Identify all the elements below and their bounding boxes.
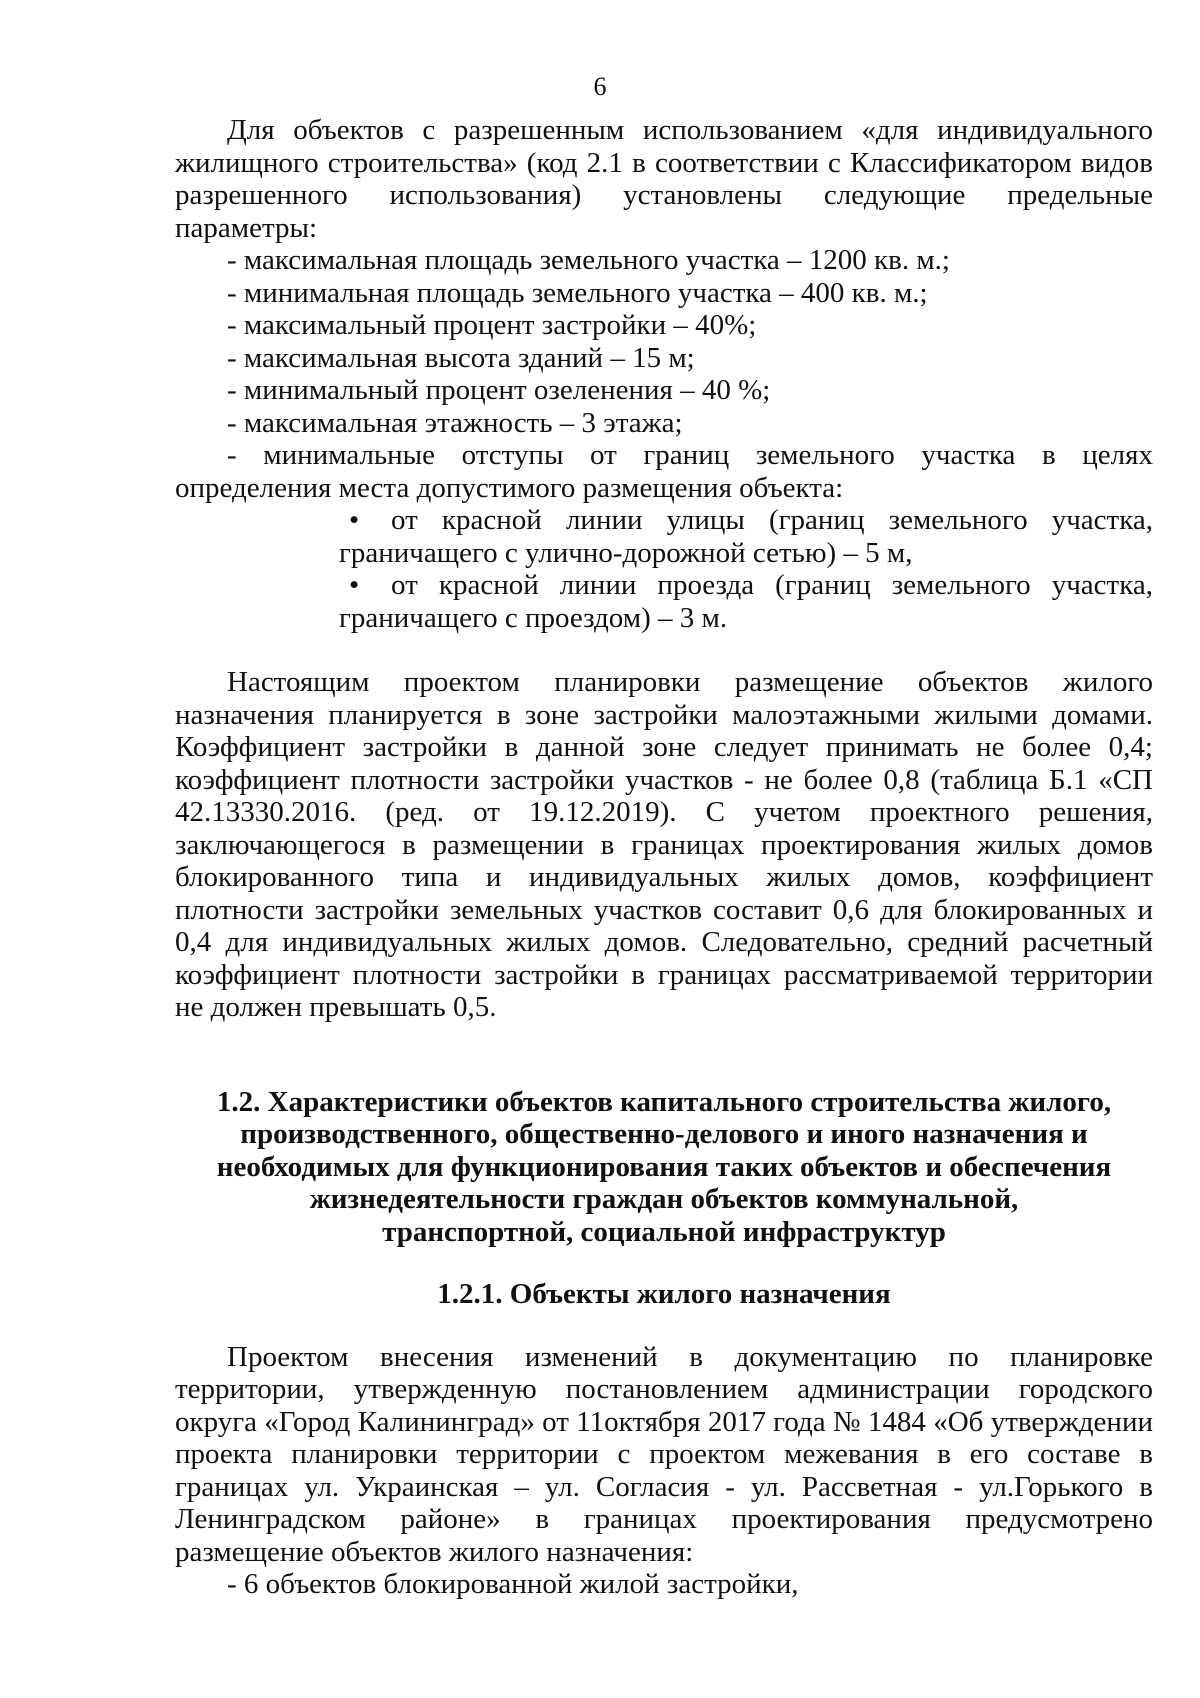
intro-paragraph: Для объектов с разрешенным использованием «для индивидуального жилищного строительства» (код 2.1 в соответствии с Классификатором видов разрешенного использования) установлены следующие предельные параметры:: [175, 114, 1153, 244]
spacer: [175, 634, 1153, 666]
setback-text: от красной линии улицы (границ земельного участка, граничащего с улично-дорожной сетью) – 5 м,: [339, 504, 1153, 569]
parameter-item: - максимальный процент застройки – 40%;: [227, 309, 757, 341]
page-number: 6: [593, 72, 607, 101]
subsection-heading: 1.2.1. Объекты жилого назначения: [437, 1278, 891, 1310]
parameter-item: - максимальная площадь земельного участка – 1200 кв. м.;: [227, 244, 950, 276]
parameter-item: - минимальная площадь земельного участка – 400 кв. м.;: [227, 276, 928, 309]
parameter-item: - максимальная этажность – 3 этажа;: [227, 406, 683, 439]
setback-text: от красной линии проезда (границ земельного участка, граничащего с проездом) – 3 м.: [339, 569, 1153, 634]
parameter-item: - минимальные отступы от границ земельного участка в целях определения места допустимого размещения объекта:: [175, 439, 1153, 504]
setback-item: [339, 569, 1153, 634]
section-heading: 1.2. Характеристики объектов капитального строительства жилого, производственного, общественно-делового и иного назначения и необходимых для функционирования таких объектов и обеспечения жизнедеятельности граждан объектов коммунальной, транспортной, социальной инфраструктур: [216, 1085, 1112, 1248]
project-paragraph: Проектом внесения изменений в документацию по планировке территории, утвержденную постановлением администрации городского округа «Город Калининград» от 11октября 2017 года № 1484 «Об утверждении проекта планировки территории с проектом межевания в его составе в границах ул. Украинская – ул. Согласия - ул. Рассветная - ул.Горького в Ленинградском районе» в границах проектирования предусмотрено размещение объектов жилого назначения:: [175, 1340, 1153, 1568]
document-body: [175, 114, 1153, 1601]
spacer: [175, 1248, 1153, 1278]
bullet-icon: •: [349, 504, 360, 536]
parameters-list: [175, 244, 1153, 504]
bullet-icon: •: [349, 569, 360, 601]
housing-item: - 6 объектов блокированной жилой застройки,: [227, 1568, 799, 1600]
parameter-item: - максимальная высота зданий – 15 м;: [227, 341, 695, 374]
planning-paragraph: Настоящим проектом планировки размещение объектов жилого назначения планируется в зоне застройки малоэтажными жилыми домами. Коэффициент застройки в данной зоне следует принимать не более 0,4; коэффициент плотности застройки участков - не более 0,8 (таблица Б.1 «СП 42.13330.2016. (ред. от 19.12.2019). С учетом проектного решения, заключающегося в размещении в границах проектирования жилых домов блокированного типа и индивидуальных жилых домов, коэффициент плотности застройки земельных участков составит 0,6 для блокированных и 0,4 для индивидуальных жилых домов. Следовательно, средний расчетный коэффициент плотности застройки в границах рассматриваемой территории не должен превышать 0,5.: [175, 666, 1153, 1023]
parameter-item: - минимальный процент озеленения – 40 %;: [227, 374, 771, 406]
spacer: [175, 1311, 1153, 1341]
spacer: [175, 1024, 1153, 1086]
setbacks-list: [175, 504, 1153, 634]
setback-item: [339, 504, 1153, 569]
